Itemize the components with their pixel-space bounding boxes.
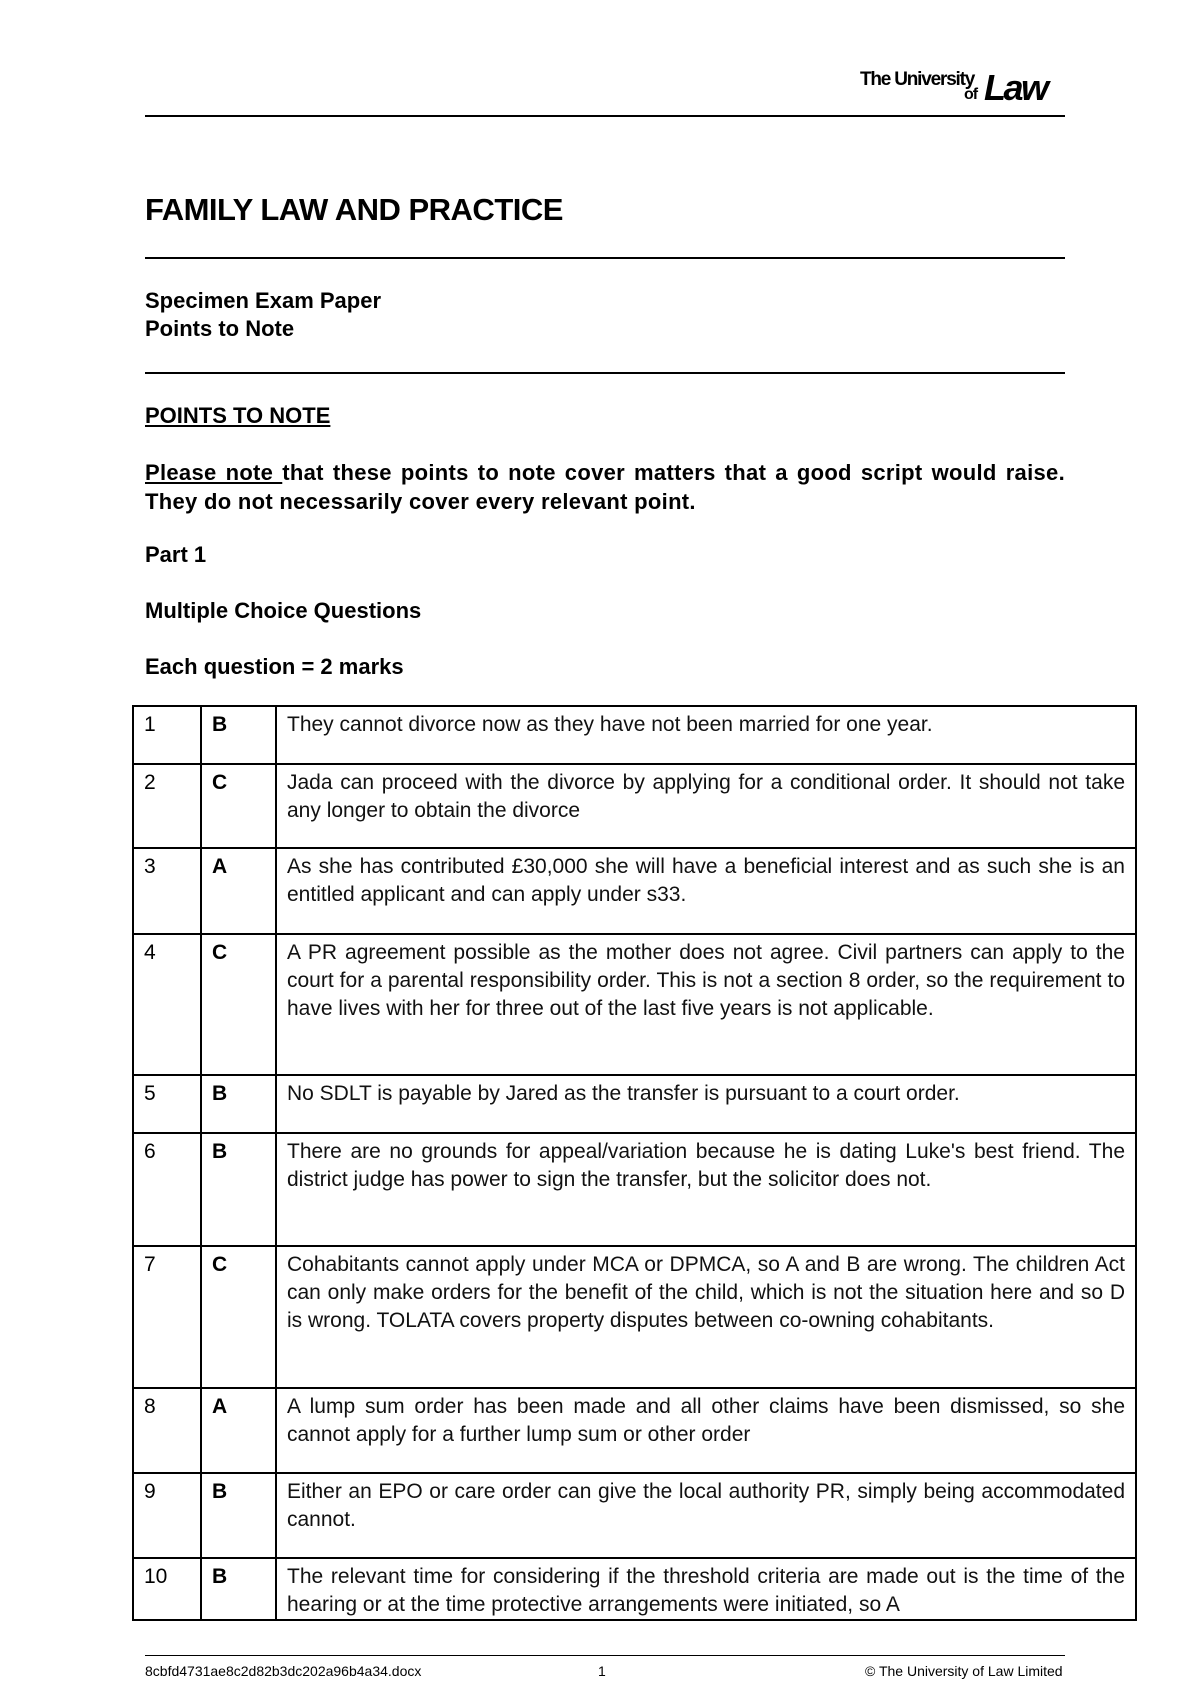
subtitle-line-2: Points to Note — [145, 316, 295, 341]
answer-letter: C — [201, 764, 276, 848]
question-number: 2 — [133, 764, 201, 848]
mcq-heading: Multiple Choice Questions — [145, 598, 422, 623]
table-row — [133, 1246, 1136, 1388]
table-row — [133, 1133, 1136, 1246]
table-row — [133, 934, 1136, 1075]
question-number: 7 — [133, 1246, 201, 1388]
answer-letter: A — [201, 848, 276, 934]
header-rule — [145, 115, 1065, 117]
answer-explanation: A lump sum order has been made and all other claims have been dismissed, so she cannot apply for a further lump sum or other order — [276, 1388, 1136, 1473]
answers-table — [132, 705, 1137, 1621]
answer-explanation-text: The relevant time for considering if the threshold criteria are made out is the time of the hearing or at the time protective arrangements were initiated, so A — [287, 1565, 1125, 1616]
answer-letter: B — [201, 1558, 276, 1620]
answer-explanation: There are no grounds for appeal/variation because he is dating Luke's best friend. The district judge has power to sign the transfer, but the solicitor does not. — [276, 1133, 1136, 1246]
answer-letter: C — [201, 1246, 276, 1388]
title-rule — [145, 257, 1065, 259]
question-number: 8 — [133, 1388, 201, 1473]
footer-filename: 8cbfd4731ae8c2d82b3dc202a96b4a34.docx — [145, 1663, 422, 1679]
subtitle-line-1: Specimen Exam Paper — [145, 288, 382, 313]
answer-letter: A — [201, 1388, 276, 1473]
footer-copyright: © The University of Law Limited — [865, 1663, 1063, 1679]
logo-line-2: of — [964, 86, 978, 103]
question-number: 3 — [133, 848, 201, 934]
question-number: 1 — [133, 706, 201, 764]
answer-explanation: As she has contributed £30,000 she will have a beneficial interest and as such she is an entitled applicant and can apply under s33. — [276, 848, 1136, 934]
answer-letter: C — [201, 934, 276, 1075]
table-row — [133, 1558, 1136, 1620]
answer-explanation: They cannot divorce now as they have not been married for one year. — [276, 706, 1136, 764]
subtitle-rule — [145, 372, 1065, 374]
page-title: FAMILY LAW AND PRACTICE — [145, 192, 563, 227]
table-row — [133, 848, 1136, 934]
please-note-text: that these points to note cover matters that a good script would raise. They do not necessarily cover every relevant point. — [145, 460, 1065, 514]
answer-letter: B — [201, 706, 276, 764]
table-row — [133, 706, 1136, 764]
university-logo — [860, 68, 1065, 108]
part-heading: Part 1 — [145, 542, 207, 567]
question-number: 5 — [133, 1075, 201, 1133]
answer-explanation — [276, 1558, 1136, 1620]
question-number: 9 — [133, 1473, 201, 1558]
footer-page-number: 1 — [598, 1663, 606, 1679]
section-heading: POINTS TO NOTE — [145, 403, 331, 428]
answer-letter: B — [201, 1075, 276, 1133]
answer-explanation: Cohabitants cannot apply under MCA or DPMCA, so A and B are wrong. The children Act can only make orders for the benefit of the child, which is not the situation here and so D is wrong. TOLATA covers property disputes between co-owning cohabitants. — [276, 1246, 1136, 1388]
table-row — [133, 1473, 1136, 1558]
logo-line-1: The University — [860, 69, 975, 90]
table-row — [133, 764, 1136, 848]
question-number: 6 — [133, 1133, 201, 1246]
answer-explanation: No SDLT is payable by Jared as the transfer is pursuant to a court order. — [276, 1075, 1136, 1133]
marks-note: Each question = 2 marks — [145, 654, 404, 679]
answer-letter: B — [201, 1473, 276, 1558]
answer-explanation: A PR agreement possible as the mother does not agree. Civil partners can apply to the court for a parental responsibility order. This is not a section 8 order, so the requirement to have lives with her for three out of the last five years is not applicable. — [276, 934, 1136, 1075]
logo-line-3: Law — [984, 67, 1047, 108]
answer-letter: B — [201, 1133, 276, 1246]
question-number: 4 — [133, 934, 201, 1075]
table-row — [133, 1388, 1136, 1473]
answer-explanation: Either an EPO or care order can give the local authority PR, simply being accommodated cannot. — [276, 1473, 1136, 1558]
footer-rule — [145, 1655, 1065, 1656]
please-note-paragraph — [145, 458, 1065, 516]
question-number: 10 — [133, 1558, 201, 1620]
table-row — [133, 1075, 1136, 1133]
answer-explanation: Jada can proceed with the divorce by applying for a conditional order. It should not take any longer to obtain the divorce — [276, 764, 1136, 848]
please-note-lead: Please note — [145, 460, 283, 485]
